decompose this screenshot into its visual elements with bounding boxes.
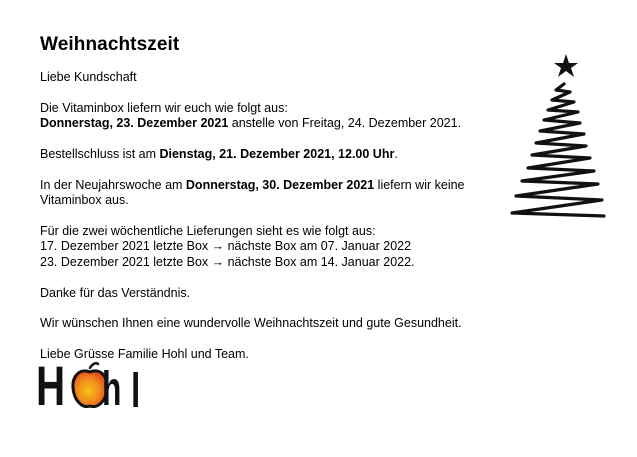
logo-letter-h-small: h	[102, 363, 122, 416]
letter-body	[40, 70, 510, 363]
logo-letter-h: H	[36, 354, 66, 417]
newyear-line-2: Vitaminbox aus.	[40, 193, 129, 208]
newyear-line	[40, 178, 510, 193]
newyear-suffix: liefern wir keine	[374, 177, 465, 192]
deadline-prefix: Bestellschluss ist am	[40, 147, 160, 161]
delivery-date: Donnerstag, 23. Dezember 2021	[40, 116, 229, 131]
logo-letter-l: l	[131, 365, 141, 418]
thanks-line: Danke für das Verständnis.	[40, 285, 191, 300]
page-title: Weihnachtszeit	[40, 34, 180, 55]
greeting: Liebe Kundschaft	[40, 70, 137, 84]
intro-line: Die Vitaminbox liefern wir euch wie folgt aus:	[40, 100, 288, 115]
delivery-rest: anstelle von Freitag, 24. Dezember 2021.	[228, 116, 462, 131]
deadline-suffix: .	[394, 147, 398, 161]
newyear-date: Donnerstag, 30. Dezember 2021	[185, 177, 375, 192]
biweekly-line-2: 23. Dezember 2021 letzte Box → nächste Box am 14. Januar 2022.	[40, 254, 415, 269]
closing-line: Liebe Grüsse Familie Hohl und Team.	[40, 347, 249, 362]
christmas-tree-icon	[500, 50, 610, 225]
deadline-date: Dienstag, 21. Dezember 2021, 12.00 Uhr	[159, 147, 395, 161]
hohl-logo	[36, 356, 144, 422]
biweekly-line-1: 17. Dezember 2021 letzte Box → nächste Box am 07. Januar 2022	[40, 239, 412, 254]
deadline-line	[40, 147, 510, 162]
biweekly-intro: Für die zwei wöchentliche Lieferungen sieht es wie folgt aus:	[40, 224, 376, 238]
newyear-prefix: In der Neujahrswoche am	[40, 177, 186, 192]
wishes-line: Wir wünschen Ihnen eine wundervolle Weihnachtszeit und gute Gesundheit.	[40, 316, 462, 331]
delivery-line	[40, 116, 510, 131]
